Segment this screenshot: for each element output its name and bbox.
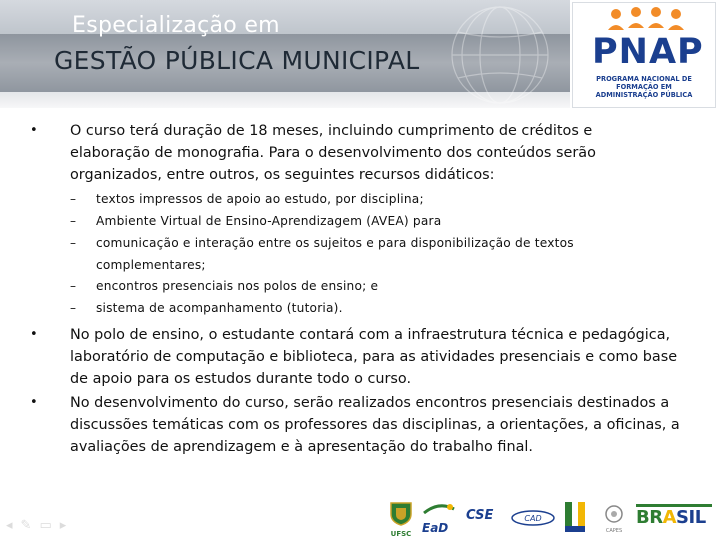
cad-logo bbox=[510, 508, 556, 528]
cse-logo: CSE bbox=[466, 508, 494, 523]
dash-marker: – bbox=[70, 301, 76, 315]
bullet-item bbox=[30, 392, 690, 458]
slide-nav-icons[interactable] bbox=[6, 518, 66, 533]
bullet-marker: • bbox=[30, 395, 38, 410]
slide-header bbox=[0, 0, 720, 112]
ufsc-label: UFSC bbox=[390, 530, 412, 538]
ufsc-logo bbox=[388, 500, 414, 536]
ead-swoosh-icon bbox=[422, 503, 456, 517]
header-subtitle: Especialização em bbox=[72, 13, 280, 38]
bullet-marker: • bbox=[30, 327, 38, 342]
bullet-item bbox=[30, 324, 690, 390]
previous-slide-icon[interactable]: ◂ bbox=[6, 518, 13, 533]
sub-item bbox=[70, 233, 670, 276]
capes-label: CAPES bbox=[605, 528, 623, 534]
dash-marker: – bbox=[70, 236, 76, 250]
sub-item-text: textos impressos de apoio ao estudo, por disciplina; bbox=[96, 192, 424, 206]
brasil-logo bbox=[636, 504, 718, 534]
globe-watermark-icon bbox=[440, 2, 560, 108]
bullet-marker: • bbox=[30, 123, 38, 138]
ufsc-crest-icon bbox=[388, 500, 414, 526]
bullet-text: No desenvolvimento do curso, serão realizados encontros presenciais destinados a discussões temáticas com os professores das disciplinas, a orientações, a oficinas, a avaliações de aprendizagem e à apresentação do trabalho final. bbox=[70, 395, 680, 455]
sub-item-text: encontros presenciais nos polos de ensino; e bbox=[96, 279, 379, 293]
ead-label: EaD bbox=[422, 521, 449, 535]
dash-marker: – bbox=[70, 214, 76, 228]
cad-label: CAD bbox=[524, 514, 542, 523]
people-dots-icon bbox=[604, 6, 694, 34]
pnap-logo-subtitle: PROGRAMA NACIONAL DE FORMAÇÃO EM ADMINISTRAÇÃO PÚBLICA bbox=[595, 75, 693, 99]
sub-item bbox=[70, 276, 670, 298]
sub-item bbox=[70, 298, 670, 320]
partner-logos bbox=[388, 498, 720, 538]
sub-item bbox=[70, 211, 670, 233]
sub-item-text: sistema de acompanhamento (tutoria). bbox=[96, 301, 343, 315]
bullet-text: No polo de ensino, o estudante contará com a infraestrutura técnica e pedagógica, laboratório de computação e biblioteca, para as atividades presenciais e como base de apoio para os estudos durante todo o curso. bbox=[70, 327, 678, 387]
dash-marker: – bbox=[70, 279, 76, 293]
cad-ellipse-icon bbox=[510, 508, 556, 528]
sub-item-text: Ambiente Virtual de Ensino-Aprendizagem (AVEA) para bbox=[96, 214, 442, 228]
ministry-logo bbox=[562, 500, 588, 534]
menu-icon[interactable]: ▭ bbox=[39, 518, 52, 533]
ead-logo bbox=[422, 502, 456, 536]
capes-logo bbox=[596, 504, 632, 534]
brasil-label: BRASIL bbox=[636, 507, 706, 528]
pen-icon[interactable]: ✎ bbox=[20, 518, 32, 533]
pnap-logo-word: PNAP bbox=[592, 32, 704, 72]
capes-emblem-icon bbox=[596, 504, 632, 524]
dash-marker: – bbox=[70, 192, 76, 206]
sub-item-text: comunicação e interação entre os sujeitos e para disponibilização de textos complementares; bbox=[96, 236, 574, 272]
header-title: GESTÃO PÚBLICA MUNICIPAL bbox=[54, 46, 420, 75]
bullet-text: O curso terá duração de 18 meses, incluindo cumprimento de créditos e elaboração de monografia. Para o desenvolvimento dos conteúdos serão organizados, entre outros, os seguintes recursos didáticos: bbox=[70, 123, 596, 183]
ministry-emblem-icon bbox=[562, 500, 588, 534]
next-slide-icon[interactable]: ▸ bbox=[59, 518, 67, 533]
sub-item bbox=[70, 189, 670, 211]
bullet-item bbox=[30, 120, 650, 186]
